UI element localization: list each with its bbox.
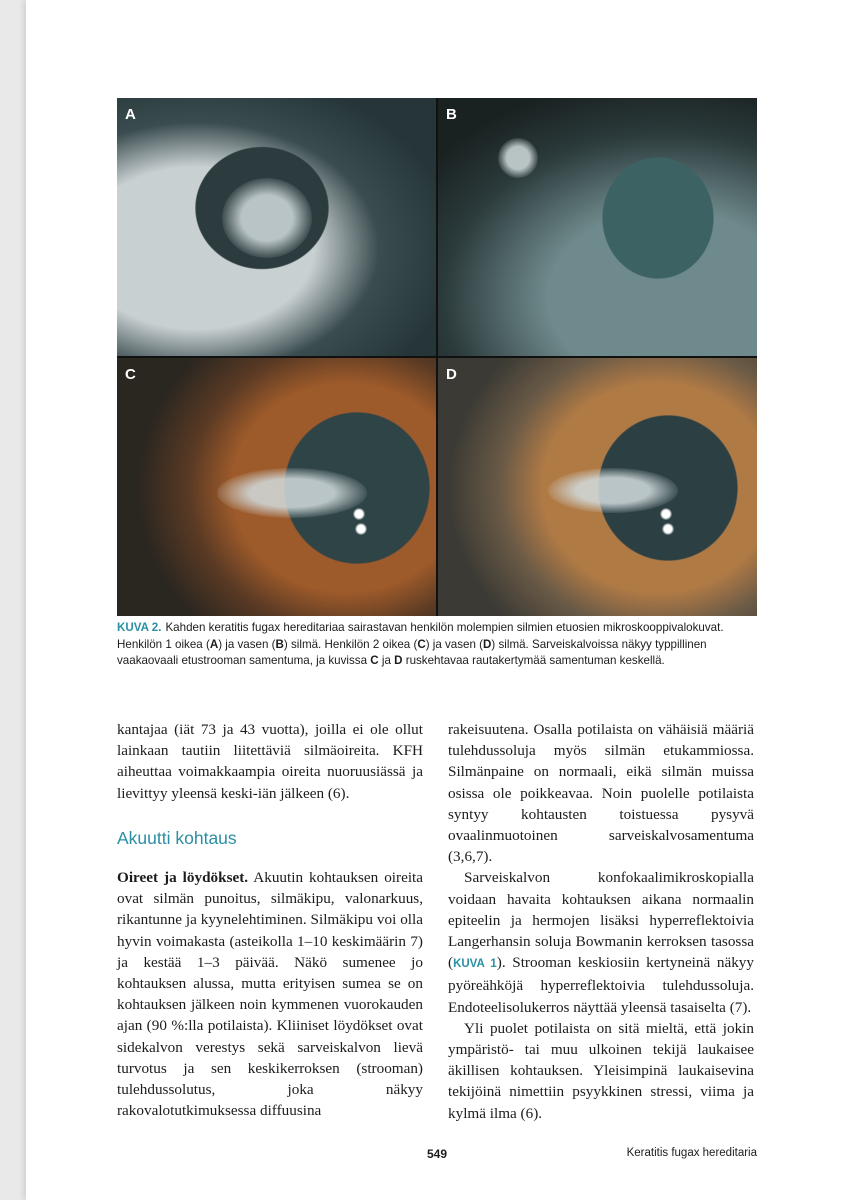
paragraph: rakeisuutena. Osalla potilaista on vähäisiä määriä tulehdussoluja myös silmän etukammiossa. Silmänpaine on normaali, eikä silmän muissa osissa ole poikkeavaa. Noin puolelle potilaista syntyy kohtausten toistuessa pysyvä ovaalinmuotoinen sarveiskalvosamentuma (3,6,7). [448, 721, 754, 866]
caption-bold-letter: C [370, 654, 379, 667]
figure-reference-link[interactable]: KUVA 1 [453, 958, 497, 971]
paragraph-symptoms [117, 867, 423, 1121]
light-reflex [498, 138, 538, 178]
figure-caption [117, 620, 757, 670]
corneal-opacity [548, 468, 678, 513]
paragraph-text: Sarveiskalvon konfokaalimikroskopialla voidaan havaita kohtauksen aikana normaalin epiteelin ja hermojen lisäksi hyperreflektoivia Langerhansin soluja Bowmanin kerroksen tasossa ( [448, 869, 754, 972]
corneal-opacity [217, 468, 367, 518]
caption-bold-letter: C [417, 637, 426, 651]
caption-text: ) silmä. Henkilön 2 oikea ( [283, 637, 418, 651]
corneal-opacity [222, 178, 312, 258]
caption-bold-letter: B [275, 637, 284, 651]
paragraph-intro: kantajaa (iät 73 ja 43 vuotta), joilla ei ole ollut lainkaan tautiin liitettäviä silmäoireita. KFH aiheuttaa voimakkaampia oireita nuoruusiässä ja lievittyy yleensä keski-iän jälkeen (6). [117, 721, 423, 802]
photo-panel-d [438, 358, 757, 616]
caption-text: Kahden keratitis fugax hereditariaa sairastavan henkilön molempien silmien etuosien mikroskooppivalokuvat. Henkilön 1 oikea ( [117, 621, 724, 651]
caption-bold-letter: D [483, 637, 492, 651]
caption-text: ) ja vasen ( [218, 637, 276, 651]
caption-text: ) silmä. Sarveiskalvoissa näkyy typpillinen vaakaovaali etustrooman samentuma, ja kuvissa [117, 637, 707, 667]
caption-text: ja [378, 654, 395, 667]
paragraph-body: Akuutin kohtauksen oireita ovat silmän punoitus, silmäkipu, valonarkuus, rikantunne ja kyynelehtiminen. Silmäkipu voi olla hyvin voimakasta (asteikolla 1–10 keskimäärin 7) ja kestää 1–3 päivää. Näkö sumenee jo kohtauksen alussa, mutta erityisen sumea se on kohtauksen jälkeen noin kymmenen vuorokauden ajan (90 %:lla potilaista). Kliiniset löydökset ovat sidekalvon verestys sekä sarveiskalvon lievä turvotus ja sen keskikerroksen (strooman) tulehdussolutus, joka näkyy rakovalotutkimuksessa diffuusina [117, 869, 423, 1120]
caption-text: ruskehtavaa rautakertymää samentuman keskellä. [402, 654, 665, 667]
caption-text: ) ja vasen ( [425, 637, 484, 651]
light-reflex [660, 508, 672, 520]
caption-bold-letter: A [209, 637, 219, 651]
light-reflex [662, 523, 674, 535]
light-reflex [355, 523, 367, 535]
figure-eye-photographs [117, 98, 757, 616]
paragraph-lead: Oireet ja löydökset. [117, 869, 249, 887]
running-title: Keratitis fugax hereditaria [626, 1147, 757, 1159]
photo-panel-a [117, 98, 436, 356]
section-heading: Akuutti kohtaus [117, 827, 237, 848]
page-number: 549 [427, 1147, 448, 1161]
panel-letter-c: C [125, 366, 136, 383]
photo-panel-c [117, 358, 436, 616]
caption-label: KUVA 2. [117, 621, 162, 634]
caption-bold-letter: D [394, 654, 403, 667]
text-column-right [448, 719, 754, 1124]
text-column-left [117, 719, 423, 1121]
light-reflex [353, 508, 365, 520]
photo-panel-b [438, 98, 757, 356]
panel-letter-b: B [446, 106, 457, 123]
panel-letter-d: D [446, 366, 457, 383]
panel-letter-a: A [125, 106, 136, 123]
paragraph [448, 867, 754, 1017]
paragraph-text: ). Strooman keskiosiin kertyneinä näkyy pyöreähköjä hyperreflektoivia tulehdussoluja. Endoteelisolukerros näyttää yleensä tasaiselta (7). [448, 954, 754, 1016]
paragraph: Yli puolet potilaista on sitä mieltä, että jokin ympäristö- tai muu ulkoinen tekijä laukaisee äkillisen kohtauksen. Yleisimpinä laukaisevina tekijöinä nimettiin psyykkinen stressi, viima ja kylmä ilma (6). [448, 1019, 754, 1122]
